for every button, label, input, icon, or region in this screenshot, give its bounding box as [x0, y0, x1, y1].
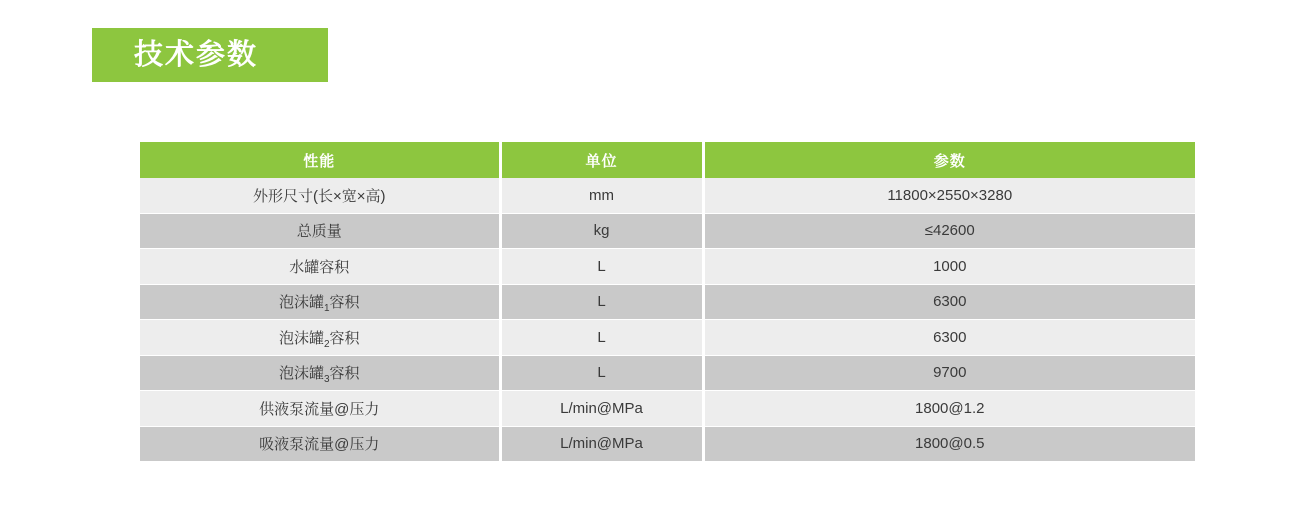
cell-unit: mm: [500, 178, 703, 213]
table-row: [140, 391, 1195, 427]
table-header-row: [140, 142, 1195, 178]
column-header-performance: 性能: [140, 142, 500, 178]
cell-value: 1000: [703, 249, 1195, 285]
column-header-value: 参数: [703, 142, 1195, 178]
cell-value: 1800@1.2: [703, 391, 1195, 427]
cell-performance-tail: 容积: [329, 365, 360, 383]
page-title: 技术参数: [134, 38, 259, 71]
cell-unit: L: [500, 284, 703, 320]
table-row: [140, 249, 1195, 285]
spec-table-container: [140, 142, 1195, 462]
cell-performance-tail: 容积: [329, 329, 360, 347]
cell-performance-main: 泡沫罐: [278, 329, 324, 347]
cell-performance: 吸液泵流量@压力: [140, 426, 500, 462]
cell-value: 1800@0.5: [703, 426, 1195, 462]
table-row: [140, 355, 1195, 391]
cell-performance-subscript: 2: [323, 338, 330, 350]
cell-value: ≤42600: [703, 213, 1195, 249]
cell-performance-main: 泡沫罐: [278, 294, 324, 312]
cell-performance: 外形尺寸(长×宽×高): [140, 178, 500, 213]
cell-unit: kg: [500, 213, 703, 249]
section-heading-banner: [92, 28, 328, 82]
cell-value: 11800×2550×3280: [703, 178, 1195, 213]
cell-performance-main: 泡沫罐: [278, 365, 324, 383]
cell-unit: L: [500, 355, 703, 391]
cell-performance: [140, 320, 500, 356]
cell-performance-subscript: 3: [323, 374, 330, 386]
table-row: [140, 284, 1195, 320]
cell-unit: L: [500, 320, 703, 356]
cell-performance: 总质量: [140, 213, 500, 249]
table-body: [140, 178, 1195, 462]
cell-unit: L/min@MPa: [500, 391, 703, 427]
column-header-unit: 单位: [500, 142, 703, 178]
cell-value: 6300: [703, 284, 1195, 320]
technical-parameters-table: [140, 142, 1195, 462]
table-row: [140, 178, 1195, 213]
cell-performance: 水罐容积: [140, 249, 500, 285]
cell-performance-subscript: 1: [323, 303, 330, 315]
cell-performance: [140, 355, 500, 391]
cell-unit: L/min@MPa: [500, 426, 703, 462]
cell-performance: 供液泵流量@压力: [140, 391, 500, 427]
cell-performance: [140, 284, 500, 320]
cell-performance-tail: 容积: [329, 294, 360, 312]
table-row: [140, 320, 1195, 356]
cell-value: 6300: [703, 320, 1195, 356]
cell-unit: L: [500, 249, 703, 285]
table-row: [140, 426, 1195, 462]
cell-value: 9700: [703, 355, 1195, 391]
table-row: [140, 213, 1195, 249]
